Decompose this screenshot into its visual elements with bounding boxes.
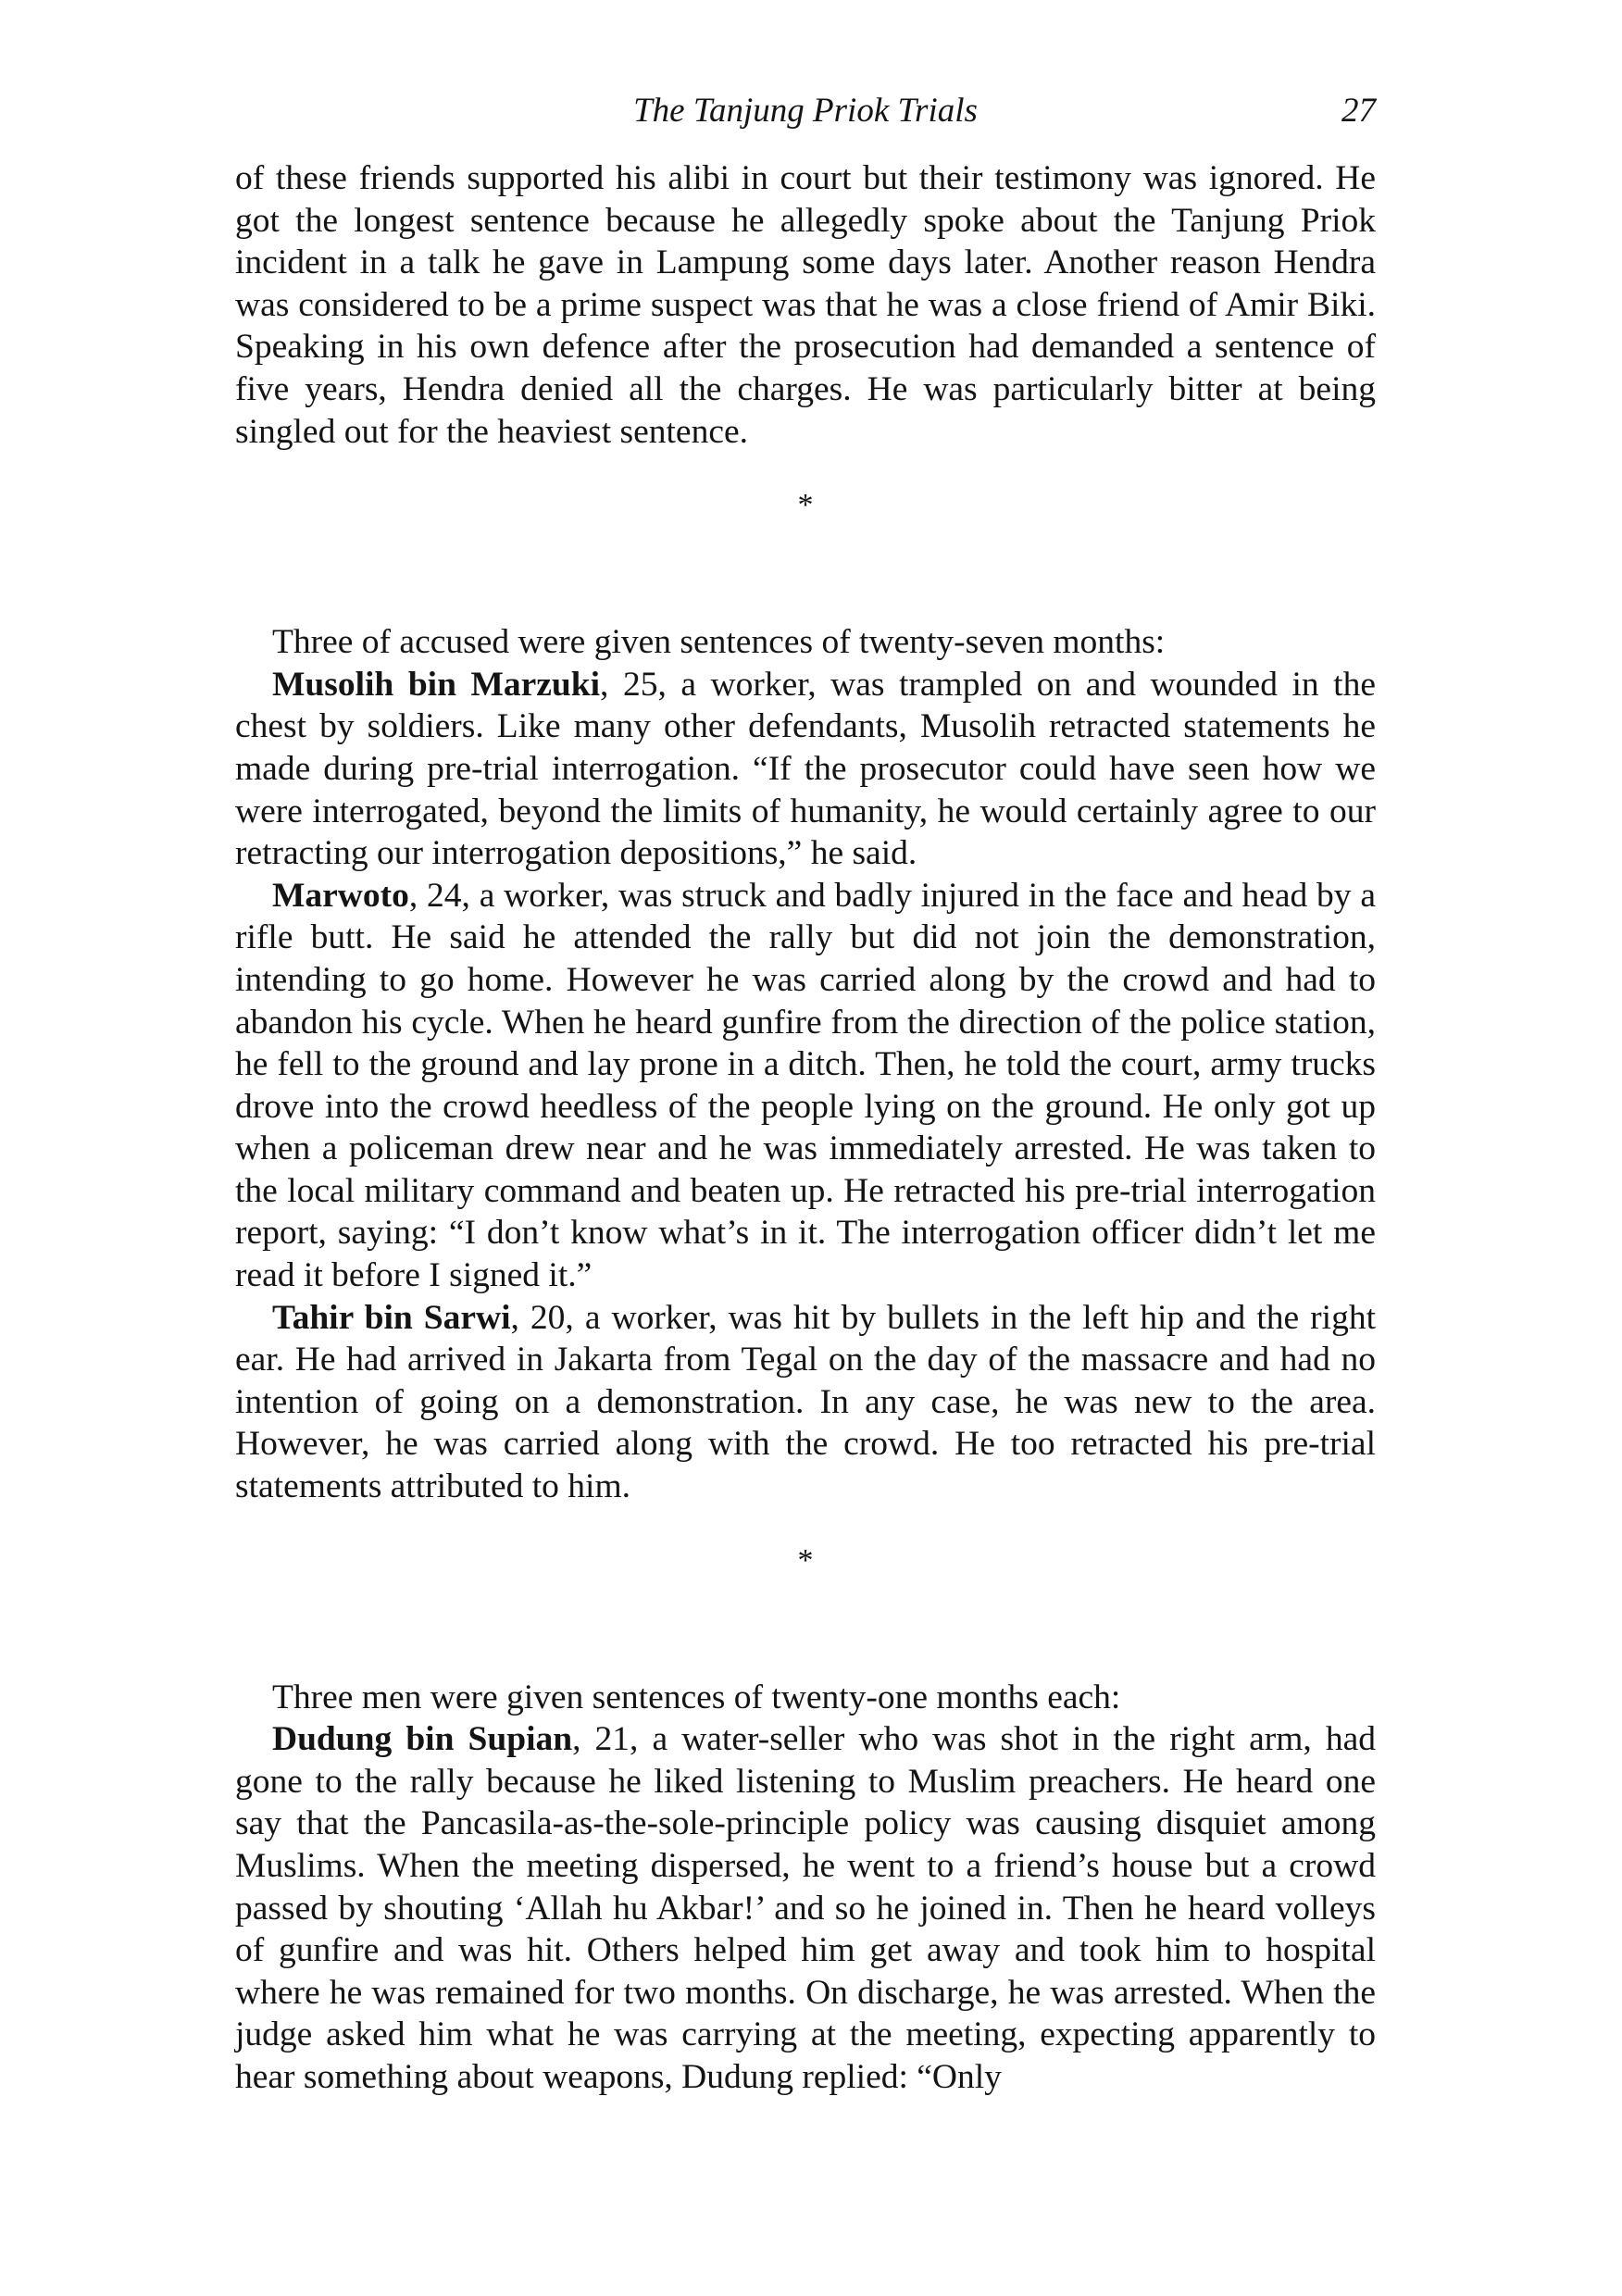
defendant-name-musolih: Musolih bin Marzuki (272, 665, 601, 704)
paragraph-twenty-seven-months-intro: Three of accused were given sentences of twenty-seven months: (272, 623, 1166, 662)
paragraph-musolih (235, 664, 1376, 875)
defendant-name-dudung: Dudung bin Supian (272, 1720, 573, 1759)
paragraph-tahir (235, 1297, 1376, 1508)
paragraph-dudung (235, 1718, 1376, 2098)
paragraph-hendra-continued: of these friends supported his alibi in court but their testimony was ignored. He got the longest sentence because he allegedly spoke about the Tanjung Priok incident in a talk he gave in Lampung some days later. Another reason Hendra was considered to be a prime suspect was that he was a close friend of Amir Biki. Speaking in his own defence after the prosecution had demanded a sentence of five years, Hendra denied all the charges. He was particularly bitter at being singled out for the heaviest sentence. (235, 159, 1376, 451)
defendant-name-marwoto: Marwoto (272, 876, 409, 915)
running-head (235, 83, 1376, 139)
defendant-text-marwoto: , 24, a worker, was struck and badly injured in the face and head by a rifle butt. He said he attended the rally but did not join the demonstration, intending to go home. However he was carried along by the crowd and had to abandon his cycle. When he heard gunfire from the direction of the police station, he fell to the ground and lay prone in a ditch. Then, he told the court, army trucks drove into the crowd heedless of the people lying on the ground. He only got up when a policeman drew near and he was immediately arrested. He was taken to the local military command and beaten up. He retracted his pre-trial interrogation report, saying: “I don’t know what’s in it. The interrogation officer didn’t let me read it before I signed it.” (235, 876, 1376, 1295)
paragraph-twenty-one-months-intro: Three men were given sentences of twenty-one months each: (272, 1678, 1121, 1716)
paragraph-marwoto (235, 875, 1376, 1297)
running-title: The Tanjung Priok Trials (633, 92, 978, 130)
book-page (235, 83, 1376, 2099)
defendant-text-tahir: , 20, a worker, was hit by bullets in the left hip and the right ear. He had arrived in Jakarta from Tegal on the day of the massacre and had no intention of going on a demonstration. In any case, he was new to the area. However, he was carried along with the crowd. He too retracted his pre-trial statements attributed to him. (235, 1298, 1376, 1506)
defendant-text-dudung: , 21, a water-seller who was shot in the right arm, had gone to the rally because he liked listening to Muslim preachers. He heard one say that the Pancasila-as-the-sole-principle policy was causing disquiet among Muslims. When the meeting dispersed, he went to a friend’s house but a crowd passed by shouting ‘Allah hu Akbar!’ and so he joined in. Then he heard volleys of gunfire and was hit. Others helped him get away and took him to hospital where he was remained for two months. On discharge, he was arrested. When the judge asked him what he was carrying at the meeting, expecting apparently to hear something about weapons, Dudung replied: “Only (235, 1720, 1376, 2096)
page-number: 27 (1341, 92, 1376, 130)
defendant-text-musolih: , 25, a worker, was trampled on and wounded in the chest by soldiers. Like many other defendants, Musolih retracted statements he made during pre-trial interrogation. “If the prosecutor could have seen how we were interrogated, beyond the limits of humanity, he would certainly agree to our retracting our interrogation depositions,” he said. (235, 665, 1376, 873)
section-separator: * (797, 488, 814, 523)
defendant-name-tahir: Tahir bin Sarwi (272, 1298, 511, 1337)
section-separator: * (797, 1542, 814, 1578)
body-text (235, 157, 1376, 2099)
